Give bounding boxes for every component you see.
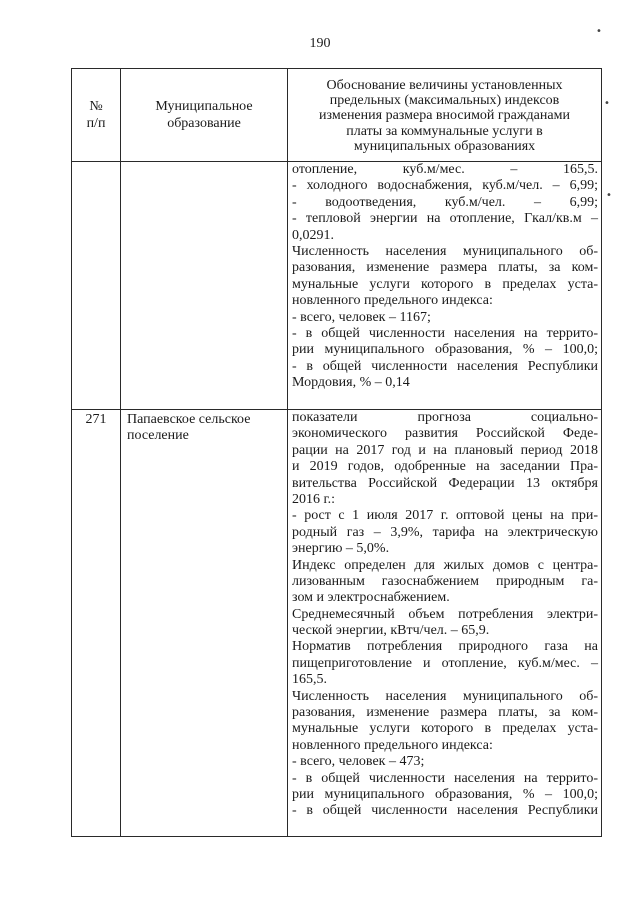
header-municipality-line: Муниципальное: [155, 99, 253, 114]
header-municipality: [121, 69, 288, 162]
text-line: разования, изменение размера платы, за ком-: [292, 705, 598, 721]
text-line: энергию – 5,0%.: [292, 541, 390, 557]
text-line: 0,0291.: [292, 227, 334, 243]
text-line: лизованным газоснабжением природным га-: [292, 573, 598, 589]
page-number: 190: [309, 36, 331, 51]
text-line: новленного предельного индекса:: [292, 737, 493, 753]
text-line: - в общей численности населения Республики: [292, 803, 598, 819]
text-line: и 2019 годов, одобренные на заседании Пра-: [292, 459, 598, 475]
text-line: - в общей численности населения на террито-: [292, 770, 598, 786]
table-header-row: [72, 69, 602, 162]
text-line: зом и электроснабжением.: [292, 590, 450, 606]
row-municipality-cell: [121, 162, 288, 410]
header-justification-line: предельных (максимальных) индексов: [329, 93, 560, 109]
header-number-line: п/п: [86, 116, 106, 131]
scan-mark: •: [606, 190, 612, 201]
text-line: Норматив потребления природного газа на: [292, 639, 598, 655]
row-municipality-cell: [121, 410, 288, 837]
table-row: [72, 162, 602, 410]
text-line: Мордовия, % – 0,14: [292, 375, 410, 391]
text-line: отопление, куб.м/мес. – 165,5.: [292, 162, 598, 177]
text-line: - рост с 1 июля 2017 г. оптовой цены на при-: [292, 508, 598, 524]
header-justification: [288, 69, 602, 162]
municipality-line: Папаевское сельское: [127, 412, 251, 427]
text-line: Численность населения муниципального об-: [292, 688, 598, 704]
scan-mark: •: [596, 26, 602, 37]
text-line: мунальные услуги которого в пределах уста-: [292, 276, 598, 292]
header-justification-line: Обоснование величины установленных: [326, 77, 563, 93]
text-line: - всего, человек – 473;: [292, 754, 425, 770]
scan-mark: •: [604, 98, 610, 109]
text-line: ческой энергии, кВтч/чел. – 65,9.: [292, 623, 490, 639]
text-line: вительства Российской Федерации 13 октября: [292, 475, 598, 491]
text-line: - водоотведения, куб.м/чел. – 6,99;: [292, 194, 598, 210]
text-line: показатели прогноза социально-: [292, 410, 598, 425]
text-line: родный газ – 3,9%, тарифа на электрическую: [292, 524, 598, 540]
row-number-cell: [72, 162, 121, 410]
row-number-cell: 271: [72, 410, 121, 837]
text-line: разования, изменение размера платы, за ком-: [292, 260, 598, 276]
text-line: Среднемесячный объем потребления электри-: [292, 606, 598, 622]
text-line: мунальные услуги которого в пределах уста-: [292, 721, 598, 737]
row-justification-cell: [288, 162, 602, 410]
text-line: - холодного водоснабжения, куб.м/чел. – 6,99;: [292, 178, 598, 194]
text-line: Индекс определен для жилых домов с центра-: [292, 557, 598, 573]
text-line: Численность населения муниципального об-: [292, 243, 598, 259]
tariff-index-table: [71, 68, 602, 837]
header-justification-line: платы за коммунальные услуги в: [346, 123, 543, 139]
text-line: пищеприготовление и отопление, куб.м/мес. –: [292, 655, 598, 671]
municipality-line: поселение: [127, 428, 189, 444]
header-number: [72, 69, 121, 162]
text-line: новленного предельного индекса:: [292, 293, 493, 309]
text-line: 2016 г.:: [292, 491, 336, 507]
text-line: рии муниципального образования, % – 100,0;: [292, 786, 598, 802]
text-line: - в общей численности населения Республики: [292, 358, 598, 374]
text-line: экономического развития Российской Феде-: [292, 426, 598, 442]
text-line: рации на 2017 год и на плановый период 2018: [292, 442, 598, 458]
table-row: [72, 410, 602, 837]
text-line: рии муниципального образования, % – 100,0;: [292, 342, 598, 358]
text-line: - тепловой энергии на отопление, Гкал/кв.м –: [292, 211, 598, 227]
row-justification-cell: [288, 410, 602, 837]
header-justification-line: изменения размера вносимой гражданами: [319, 108, 570, 124]
header-justification-line: муниципальных образованиях: [353, 138, 536, 154]
header-number-line: №: [89, 99, 103, 114]
text-line: 165,5.: [292, 672, 327, 688]
text-line: - в общей численности населения на террито-: [292, 325, 598, 341]
header-municipality-line: образование: [167, 116, 241, 131]
text-line: - всего, человек – 1167;: [292, 309, 431, 325]
